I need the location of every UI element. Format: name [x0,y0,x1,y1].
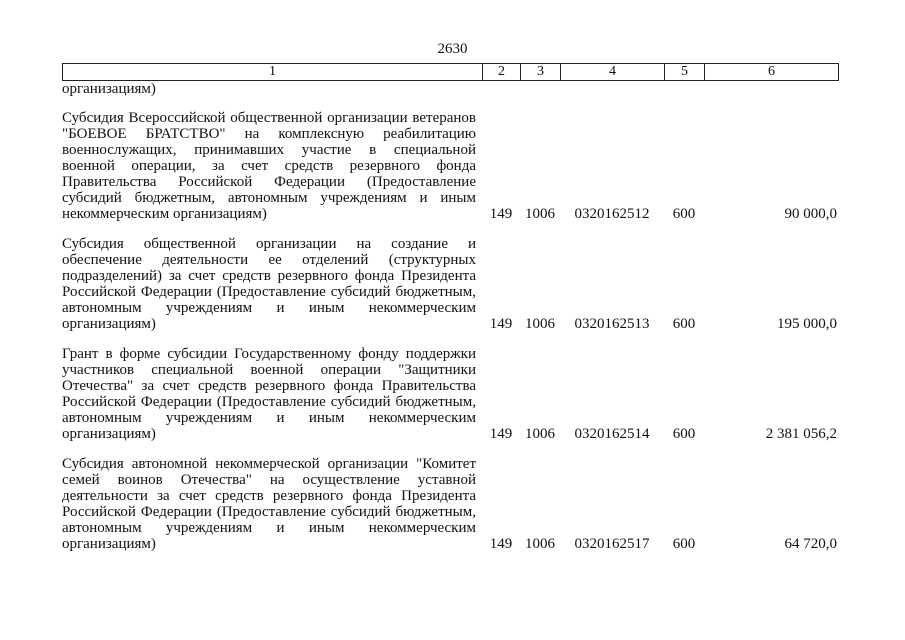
row-code-col3: 1006 [525,316,555,332]
row-code-col3: 1006 [525,536,555,552]
column-header-row [62,63,839,81]
row-amount: 195 000,0 [777,316,837,332]
row-code-col2: 149 [489,536,513,552]
column-header-3: 3 [521,64,561,80]
row-code-col4: 0320162512 [574,206,650,222]
column-header-1: 1 [63,64,483,80]
table-row [62,110,839,222]
row-code-col5: 600 [672,206,696,222]
row-description: Грант в форме субсидии Государственному фонду поддержки участников специальной военной операции "Защитники Отечества" за счет средств резервного фонда Правительства Российской Федерации (Предоставление субсидий бюджетным, автономным учреждениям и иным некоммерческим организациям) [62,346,476,442]
row-description: Субсидия общественной организации на создание и обеспечение деятельности ее отделений (структурных подразделений) за счет средств резервного фонда Президента Российской Федерации (Предоставление субсидий бюджетным, автономным учреждениям и иным некоммерческим организациям) [62,236,476,332]
row-code-col4: 0320162517 [574,536,650,552]
row-code-col5: 600 [672,536,696,552]
row-code-col4: 0320162513 [574,316,650,332]
row-code-col5: 600 [672,426,696,442]
row-code-col4: 0320162514 [574,426,650,442]
column-header-4: 4 [561,64,665,80]
column-header-2: 2 [483,64,521,80]
row-description: Субсидия автономной некоммерческой организации "Комитет семей воинов Отечества" на осуществление уставной деятельности за счет средств резервного фонда Президента Российской Федерации (Предоставление субсидий бюджетным, автономным учреждениям и иным некоммерческим организациям) [62,456,476,552]
row-code-col2: 149 [489,426,513,442]
row-code-col2: 149 [489,206,513,222]
table-row [62,346,839,442]
column-header-6: 6 [768,64,775,79]
row-code-col3: 1006 [525,206,555,222]
table-row [62,236,839,332]
row-code-col5: 600 [672,316,696,332]
row-amount: 2 381 056,2 [765,426,837,442]
row-code-col3: 1006 [525,426,555,442]
continuation-text: организациям) [62,81,156,97]
table-row [62,456,839,552]
row-code-col2: 149 [489,316,513,332]
row-amount: 90 000,0 [784,206,837,222]
column-header-5: 5 [665,64,705,80]
row-amount: 64 720,0 [784,536,837,552]
table-body [62,110,839,566]
page-number: 2630 [437,41,468,57]
row-description: Субсидия Всероссийской общественной организации ветеранов "БОЕВОЕ БРАТСТВО" на комплексную реабилитацию военнослужащих, принимавших участие в специальной военной операции, за счет средств резервного фонда Правительства Российской Федерации (Предоставление субсидий бюджетным, автономным учреждениям и иным некоммерческим организациям) [62,110,476,222]
